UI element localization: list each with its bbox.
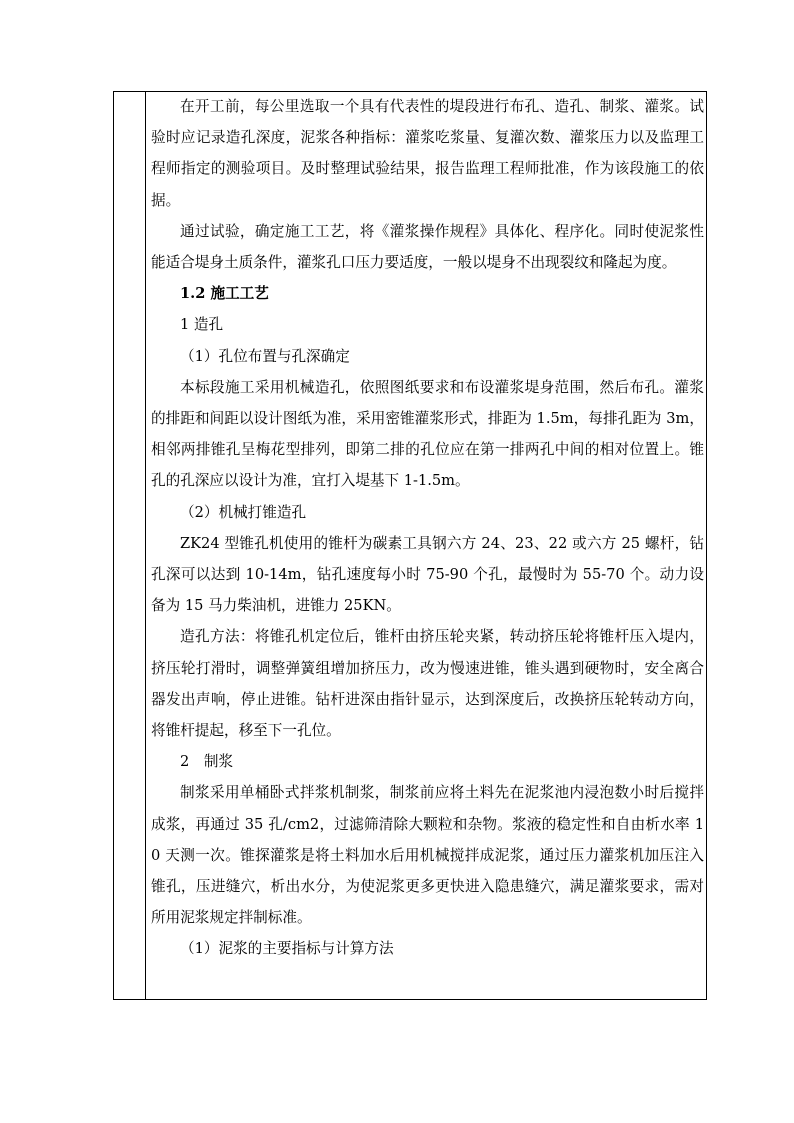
heading-construction-process: 1.2 施工工艺 — [180, 285, 269, 303]
paragraph-slurry-making: 制浆采用单桶卧式拌浆机制浆，制浆前应将土料先在泥浆池内浸泡数小时后搅拌成浆，再通过 35 孔/cm2，过滤筛清除大颗粒和杂物。浆液的稳定性和自由析水率 10 天测一次。锥探灌浆是将土料加水后用机械搅拌成泥浆，通过压力灌浆机加压注入锥孔，压进缝穴，析出水分，为使泥浆更多更快进入隐患缝穴，满足灌浆要求，需对所用泥浆规定拌制标准。 — [151, 784, 704, 927]
heading-hole-layout: （1）孔位布置与孔深确定 — [180, 347, 350, 365]
paragraph-drill-machine: ZK24 型锥孔机使用的锥杆为碳素工具钢六方 24、23、22 或六方 25 螺杆，钻孔深可以达到 10-14m，钻孔速度每小时 75-90 个孔，最慢时为 55-70 个。动力设备为 15 马力柴油机，进锥力 25KN。 — [151, 534, 704, 615]
paragraph-hole-layout: 本标段施工采用机械造孔，依照图纸要求和布设灌浆堤身范围，然后布孔。灌浆的排距和间距以设计图纸为准，采用密锥灌浆形式，排距为 1.5m，每排孔距为 3m，相邻两排锥孔呈梅花型排列，即第二排的孔位应在第一排两孔中间的相对位置上。锥孔的孔深应以设计为准，宜打入堤基下 1-1.5m。 — [151, 378, 704, 490]
paragraph-trial-section: 在开工前，每公里选取一个具有代表性的堤段进行布孔、造孔、制浆、灌浆。试验时应记录造孔深度，泥浆各种指标：灌浆吃浆量、复灌次数、灌浆压力以及监理工程师指定的测验项目。及时整理试验结果，报告监理工程师批准，作为该段施工的依据。 — [151, 98, 704, 209]
paragraph-drill-method: 造孔方法：将锥孔机定位后，锥杆由挤压轮夹紧，转动挤压轮将锥杆压入堤内，挤压轮打滑时，调整弹簧组增加挤压力，改为慢速进锥，锥头遇到硬物时，安全离合器发出声响，停止进锥。钻杆进深由指针显示，达到深度后，改换挤压轮转动方向，将锥杆提起，移至下一孔位。 — [151, 628, 704, 740]
heading-slurry-indicators: （1）泥浆的主要指标与计算方法 — [180, 940, 394, 958]
table-content-cell — [151, 91, 704, 965]
heading-drilling: 1 造孔 — [180, 316, 224, 334]
heading-mechanical-drilling: （2）机械打锥造孔 — [180, 503, 307, 521]
table-column-divider — [145, 91, 146, 1000]
heading-slurry-making: 2 制浆 — [180, 753, 234, 771]
paragraph-trial-conclusion: 通过试验，确定施工工艺，将《灌浆操作规程》具体化、程序化。同时使泥浆性能适合堤身土质条件，灌浆孔口压力要适度，一般以堤身不出现裂纹和隆起为度。 — [151, 222, 704, 272]
